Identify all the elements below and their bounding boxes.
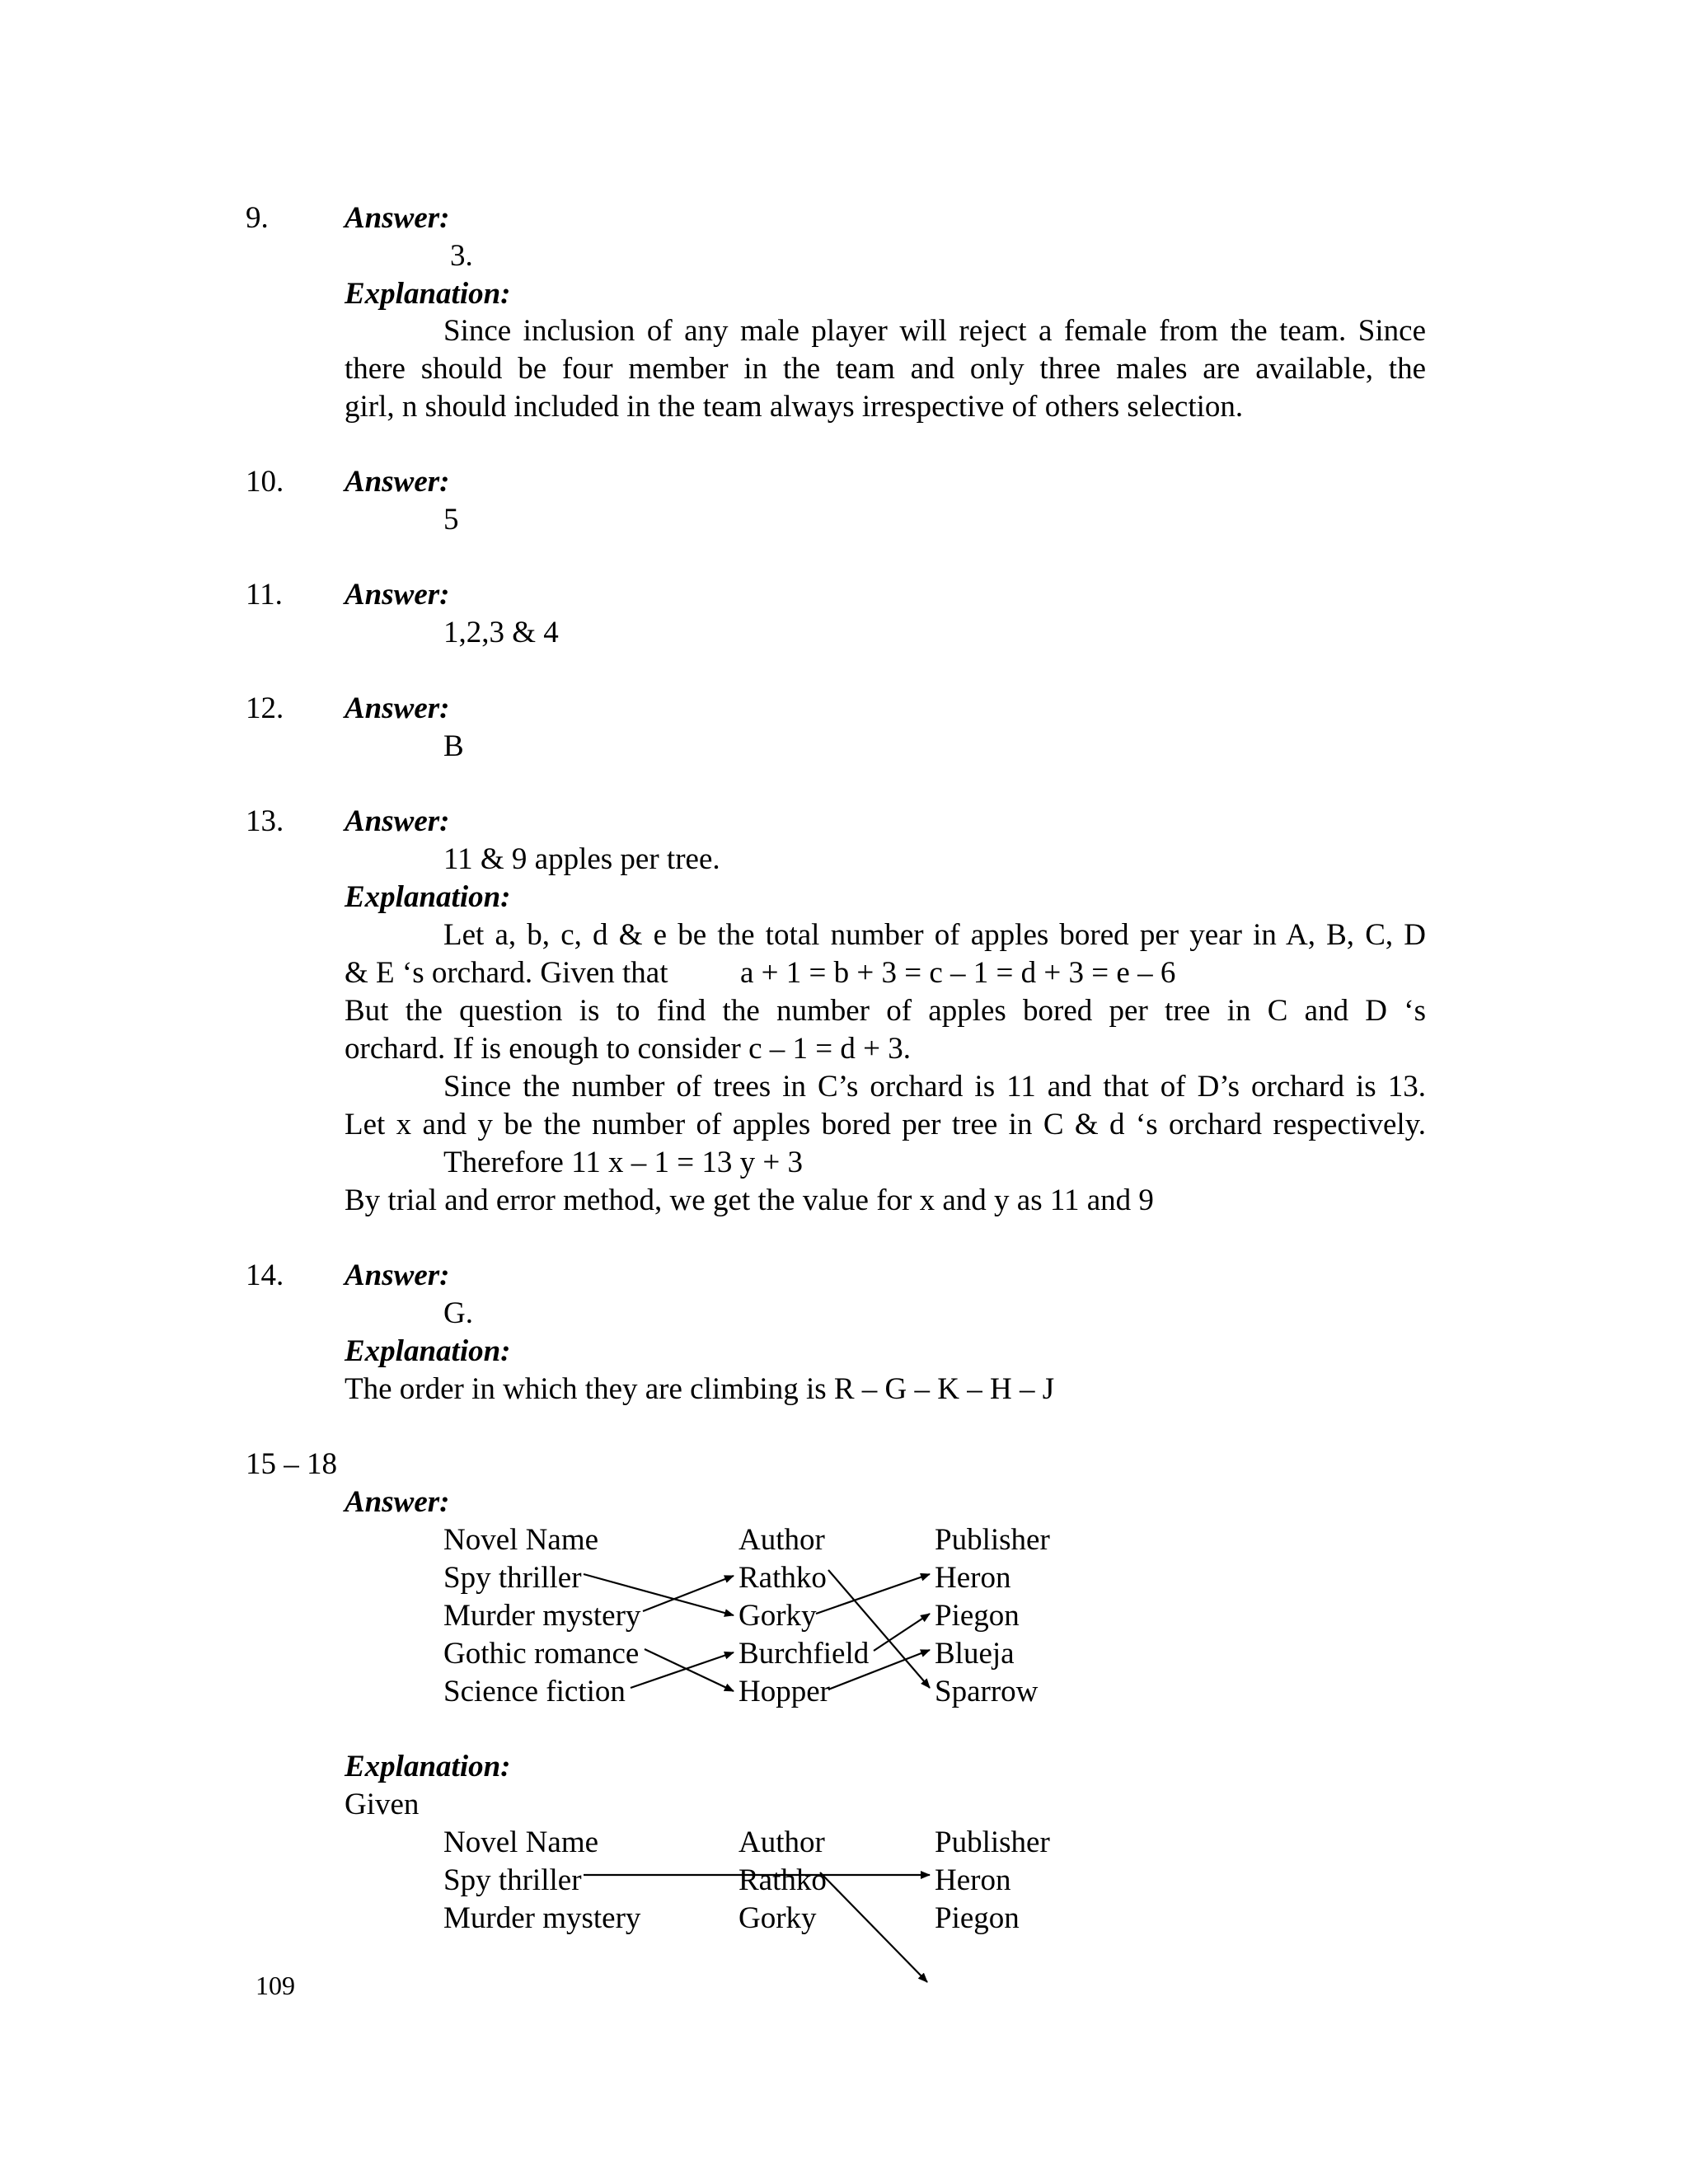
novel-name: Spy thriller xyxy=(443,1561,582,1595)
publisher-name: Heron xyxy=(935,1863,1011,1897)
publisher-name: Piegon xyxy=(935,1599,1020,1633)
question-number: 13. xyxy=(246,804,284,838)
table-header-publisher: Publisher xyxy=(935,1523,1050,1557)
arrow-gorky-to-heron xyxy=(816,1574,930,1614)
explanation-label: Explanation: xyxy=(345,1750,511,1783)
author-name: Gorky xyxy=(738,1901,817,1935)
table-header-novel: Novel Name xyxy=(443,1825,599,1859)
table-header-author: Author xyxy=(738,1523,825,1557)
answer-label: Answer: xyxy=(345,1258,450,1292)
arrow-murder-to-rathko xyxy=(643,1576,734,1611)
author-name: Rathko xyxy=(738,1863,827,1897)
explanation-line: Since the number of trees in C’s orchard is 11 and that of D’s orchard is 13. xyxy=(443,1071,1426,1104)
arrow-rathko-down xyxy=(820,1872,927,1982)
publisher-name: Blueja xyxy=(935,1637,1015,1671)
explanation-line: The order in which they are climbing is R – G – K – H – J xyxy=(345,1372,1055,1406)
page-number: 109 xyxy=(256,1971,295,2000)
answer-label: Answer: xyxy=(345,691,450,725)
arrow-science-to-burchfield xyxy=(631,1652,734,1688)
explanation-label: Explanation: xyxy=(345,880,511,914)
novel-name: Spy thriller xyxy=(443,1863,582,1897)
explanation-line: But the question is to find the number of apples bored per tree in C and D ‘s xyxy=(345,996,1426,1028)
table-header-author: Author xyxy=(738,1825,825,1859)
table-header-novel: Novel Name xyxy=(443,1523,599,1557)
question-number: 11. xyxy=(246,578,283,612)
explanation-line: Since inclusion of any male player will reject a female from the team. Since xyxy=(443,316,1426,348)
question-number: 15 – 18 xyxy=(246,1447,337,1481)
novel-name: Science fiction xyxy=(443,1675,626,1708)
question-number: 12. xyxy=(246,691,284,725)
explanation-line: Therefore 11 x – 1 = 13 y + 3 xyxy=(443,1146,803,1179)
explanation-line: girl, n should included in the team always irrespective of others selection. xyxy=(345,390,1244,424)
answer-label: Answer: xyxy=(345,578,450,612)
explanation-line: there should be four member in the team and only three males are available, the xyxy=(345,354,1426,386)
explanation-label: Explanation: xyxy=(345,1334,511,1368)
explanation-line: Let x and y be the number of apples bored per tree in C & d ‘s orchard respectively. xyxy=(345,1109,1426,1141)
publisher-name: Piegon xyxy=(935,1901,1020,1935)
explanation-label: Explanation: xyxy=(345,277,511,311)
answer-label: Answer: xyxy=(345,1485,450,1519)
explanation-line: orchard. If is enough to consider c – 1 = d + 3. xyxy=(345,1032,912,1066)
explanation-line: & E ‘s orchard. Given that xyxy=(345,956,668,990)
answer-value: 3. xyxy=(450,239,473,273)
author-name: Burchfield xyxy=(738,1637,870,1671)
answer-value: 1,2,3 & 4 xyxy=(443,616,559,649)
novel-name: Gothic romance xyxy=(443,1637,640,1671)
novel-name: Murder mystery xyxy=(443,1901,641,1935)
answer-value: 11 & 9 apples per tree. xyxy=(443,842,720,876)
equation: a + 1 = b + 3 = c – 1 = d + 3 = e – 6 xyxy=(740,956,1176,990)
answer-label: Answer: xyxy=(345,465,450,499)
question-number: 9. xyxy=(246,201,269,235)
answer-value: G. xyxy=(443,1296,473,1330)
arrow-gothic-to-hopper xyxy=(645,1649,734,1691)
author-name: Gorky xyxy=(738,1599,817,1633)
author-name: Rathko xyxy=(738,1561,827,1595)
publisher-name: Sparrow xyxy=(935,1675,1039,1708)
answer-label: Answer: xyxy=(345,201,450,235)
answer-value: 5 xyxy=(443,503,459,537)
question-number: 14. xyxy=(246,1258,284,1292)
table-header-publisher: Publisher xyxy=(935,1825,1050,1859)
explanation-line: Let a, b, c, d & e be the total number of apples bored per year in A, B, C, D xyxy=(443,920,1426,952)
novel-name: Murder mystery xyxy=(443,1599,641,1633)
answer-value: B xyxy=(443,729,464,763)
question-number: 10. xyxy=(246,465,284,499)
arrow-burchfield-to-blueja xyxy=(874,1614,930,1651)
explanation-line: By trial and error method, we get the value for x and y as 11 and 9 xyxy=(345,1183,1154,1217)
publisher-name: Heron xyxy=(935,1561,1011,1595)
answer-label: Answer: xyxy=(345,804,450,838)
author-name: Hopper xyxy=(738,1675,830,1708)
given-label: Given xyxy=(345,1788,420,1821)
